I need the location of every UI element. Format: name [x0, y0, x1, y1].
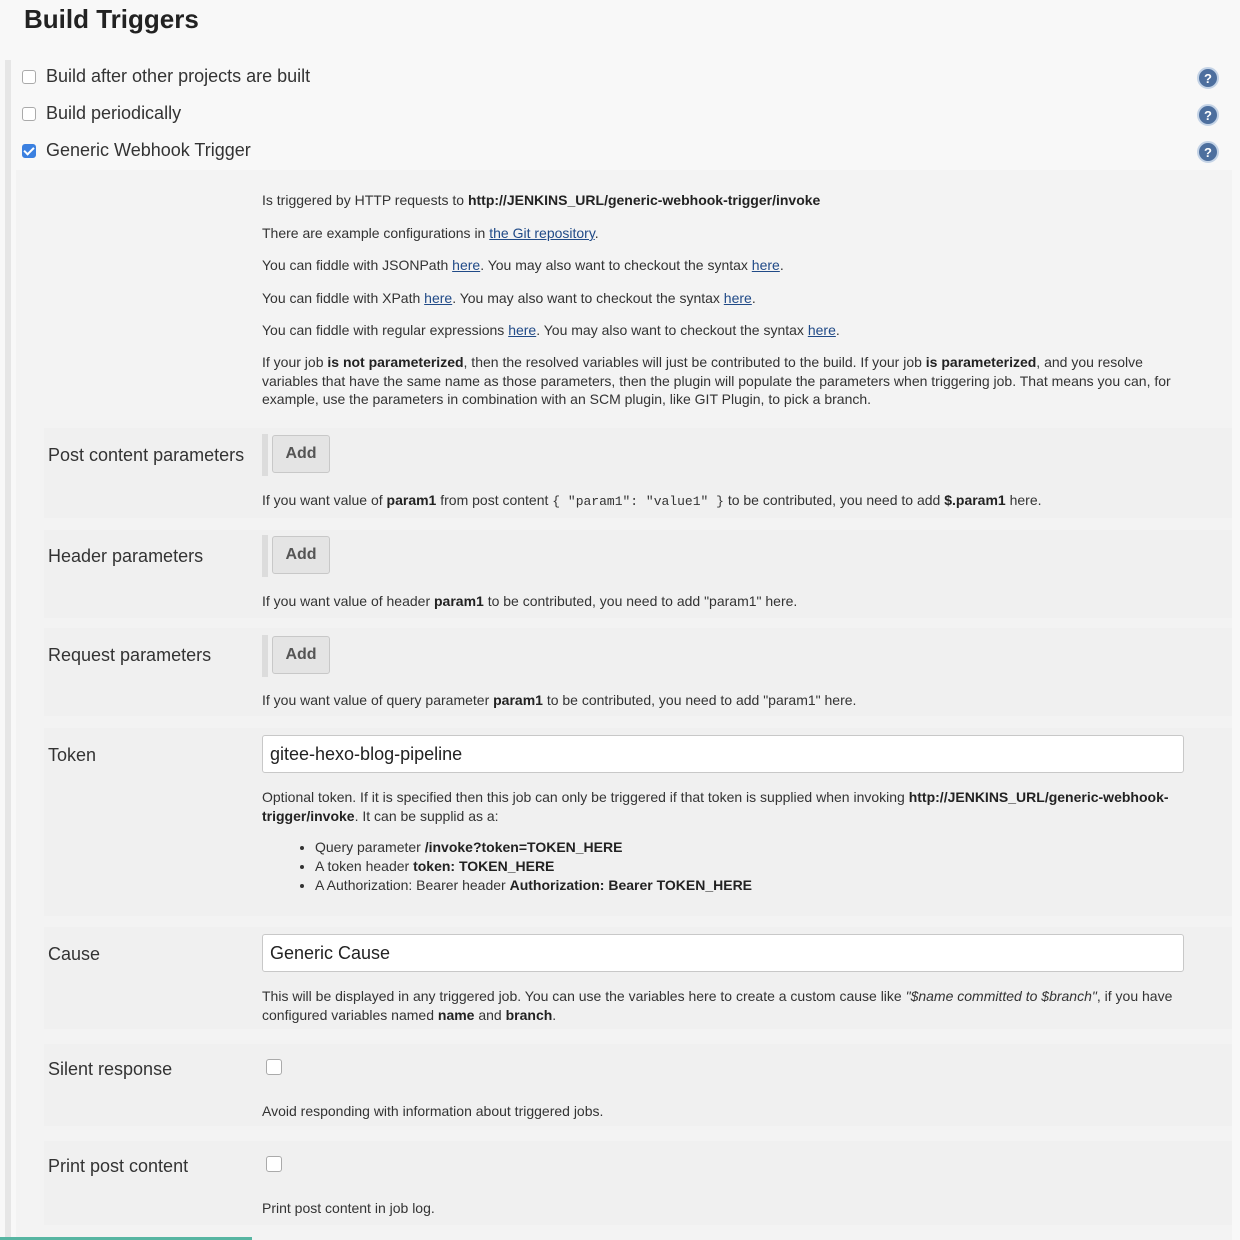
silent-response-checkbox[interactable] [266, 1059, 282, 1075]
intro-parameterized: If your job is not parameterized, then the resolved variables will just be contributed to the build. If your job is parameterized, and you resolve variables that have the same name as those parameters, then the plugin will populate the parameters when triggering job. That means you can, for example, use the parameters in combination with an SCM plugin, like GIT Plugin, to pick a branch. [262, 354, 1171, 407]
build-after-other-projects-checkbox[interactable] [22, 70, 36, 84]
page-title: Build Triggers [24, 4, 199, 34]
header-params-add-button[interactable]: Add [272, 536, 330, 574]
trigger-generic-webhook[interactable] [22, 140, 251, 161]
intro-regex: You can fiddle with regular expressions here. You may also want to checkout the syntax here. [262, 322, 840, 338]
generic-webhook-trigger-checkbox[interactable] [22, 144, 36, 158]
post-content-add-wrap [262, 434, 332, 476]
intro-examples: There are example configurations in the Git repository. [262, 225, 599, 241]
list-item: • Query parameter /invoke?token=TOKEN_HERE [315, 838, 1182, 857]
repeatable-stripe [262, 535, 268, 577]
repeatable-stripe [262, 635, 268, 677]
cause-label: Cause [48, 944, 101, 964]
silent-response-label: Silent response [48, 1059, 173, 1079]
trigger-build-periodically[interactable] [22, 103, 181, 124]
request-params-label: Request parameters [48, 645, 212, 665]
token-methods [262, 838, 1182, 895]
cause-help: This will be displayed in any triggered job. You can use the variables here to create a custom cause like "$name committed to $branch", if you have configured variables named name and branch. [262, 988, 1173, 1023]
header-params-add-wrap [262, 535, 332, 577]
request-params-help: If you want value of query parameter param1 to be contributed, you need to add "param1" here. [262, 692, 857, 708]
post-content-label: Post content parameters [48, 445, 245, 465]
token-label: Token [48, 745, 97, 765]
intro-jsonpath: You can fiddle with JSONPath here. You may also want to checkout the syntax here. [262, 257, 784, 273]
request-params-add-wrap [262, 635, 332, 677]
help-icon[interactable]: ? [1197, 141, 1219, 163]
cause-input[interactable]: Generic Cause [262, 934, 1184, 972]
xpath-fiddle-link[interactable]: here [424, 290, 453, 306]
invoke-url: http://JENKINS_URL/generic-webhook-trigger/invoke [467, 192, 821, 208]
print-post-help: Print post content in job log. [262, 1200, 435, 1216]
help-icon[interactable]: ? [1197, 104, 1219, 126]
token-input[interactable]: gitee-hexo-blog-pipeline [262, 735, 1184, 773]
token-help: Optional token. If it is specified then this job can only be triggered if that token is supplied when invoking http://JENKINS_URL/generic-webhook-trigger/invoke. It can be supplid as a: [262, 789, 1169, 824]
header-params-label: Header parameters [48, 546, 204, 566]
post-content-help: If you want value of param1 from post content { "param1": "value1" } to be contributed, you need to add $.param1 here. [262, 492, 1042, 509]
regex-fiddle-link[interactable]: here [508, 322, 537, 338]
intro-xpath: You can fiddle with XPath here. You may also want to checkout the syntax here. [262, 290, 756, 306]
section-indent-bar [5, 60, 11, 1240]
list-item: • A Authorization: Bearer header Authorization: Bearer TOKEN_HERE [315, 876, 1182, 895]
git-repository-link[interactable]: the Git repository [489, 225, 595, 241]
build-periodically-checkbox[interactable] [22, 107, 36, 121]
help-icon[interactable]: ? [1197, 67, 1219, 89]
intro-triggered-by: Is triggered by HTTP requests to http://JENKINS_URL/generic-webhook-trigger/invoke [262, 192, 821, 208]
request-params-add-button[interactable]: Add [272, 636, 330, 674]
list-item: • A token header token: TOKEN_HERE [315, 857, 1182, 876]
print-post-label: Print post content [48, 1156, 189, 1176]
jsonpath-syntax-link[interactable]: here [751, 257, 780, 273]
trigger-label: Build after other projects are built [46, 66, 311, 86]
trigger-label: Generic Webhook Trigger [46, 140, 251, 160]
print-post-checkbox[interactable] [266, 1156, 282, 1172]
header-params-help: If you want value of header param1 to be contributed, you need to add "param1" here. [262, 593, 798, 609]
silent-response-help: Avoid responding with information about triggered jobs. [262, 1103, 604, 1119]
trigger-build-after-other-projects[interactable] [22, 66, 310, 87]
repeatable-stripe [262, 434, 268, 476]
jsonpath-fiddle-link[interactable]: here [452, 257, 481, 273]
post-content-add-button[interactable]: Add [272, 435, 330, 473]
regex-syntax-link[interactable]: here [807, 322, 836, 338]
trigger-label: Build periodically [46, 103, 182, 123]
xpath-syntax-link[interactable]: here [723, 290, 752, 306]
